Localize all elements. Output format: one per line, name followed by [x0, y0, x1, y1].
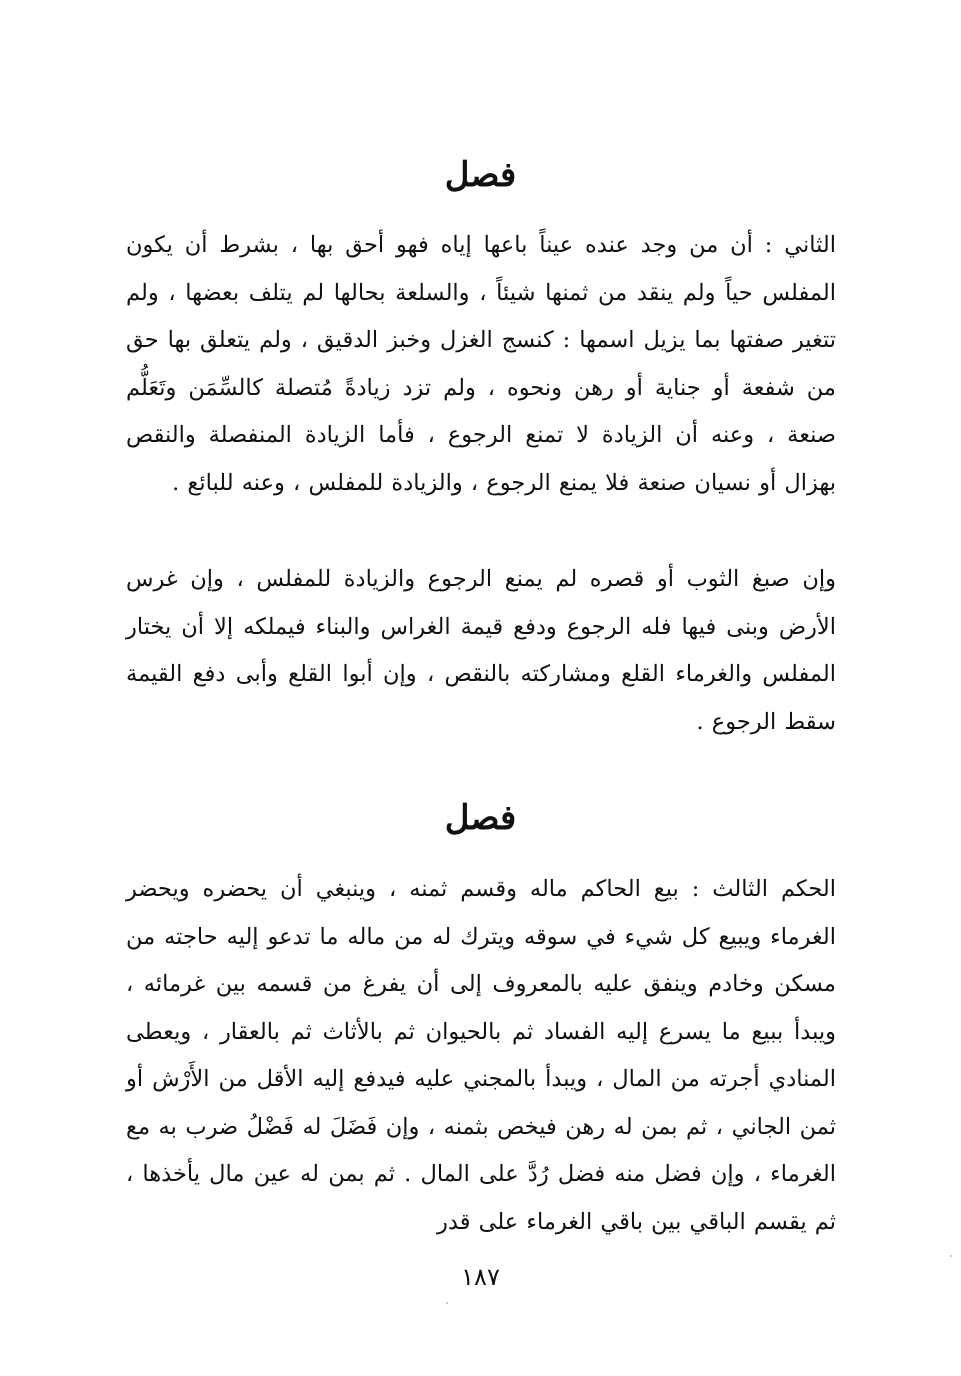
- section-heading: فصل: [444, 798, 517, 838]
- scan-speck: [446, 1302, 448, 1304]
- page-number: ١٨٧: [461, 1263, 500, 1291]
- section-heading: فصل: [444, 155, 517, 195]
- paragraph: وإن صبغ الثوب أو قصره لم يمنع الرجوع والزيادة للمفلس ، وإن غرس الأرض وبنى فيها فله الرجوع ودفع قيمة الغراس والبناء فيملكه إلا أن يختار المفلس والغرماء القلع ومشاركته بالنقص ، وإن أبوا القلع وأبى دفع القيمة سقط الرجوع .: [126, 566, 836, 735]
- paragraph: الحكم الثالث : بيع الحاكم ماله وقسم ثمنه ، وينبغي أن يحضره ويحضر الغرماء ويبيع كل شيء في سوقه ويترك له من ماله ما تدعو إليه حاجته من مسكن وخادم وينفق عليه بالمعروف إلى أن يفرغ من قسمه بين غرمائه ، ويبدأ ببيع ما يسرع إليه الفساد ثم بالحيوان ثم بالأثاث ثم بالعقار ، ويعطى المنادي أجرته من المال ، ويبدأ بالمجني عليه فيدفع إليه الأقل من الأَرْش أو ثمن الجاني ، ثم بمن له رهن فيخص بثمنه ، وإن فَضَلَ له فَضْلُ ضرب به مع الغرماء ، وإن فضل منه فضل رُدَّ على المال . ثم بمن له عين مال يأخذها ، ثم يقسم الباقي بين باقي الغرماء على قدر: [126, 876, 836, 1235]
- scan-speck: [950, 1255, 952, 1257]
- paragraph: الثاني : أن من وجد عنده عيناً باعها إياه فهو أحق بها ، بشرط أن يكون المفلس حياً ولم ينقد من ثمنها شيئاً ، والسلعة بحالها لم يتلف بعضها ، ولم تتغير صفتها بما يزيل اسمها : كنسج الغزل وخبز الدقيق ، ولم يتعلق بها حق من شفعة أو جناية أو رهن ونحوه ، ولم تزد زيادةً مُتصلة كالسِّمَن وتَعَلُّم صنعة ، وعنه أن الزيادة لا تمنع الرجوع ، فأما الزيادة المنفصلة والنقص بهزال أو نسيان صنعة فلا يمنع الرجوع ، والزيادة للمفلس ، وعنه للبائع .: [126, 232, 836, 496]
